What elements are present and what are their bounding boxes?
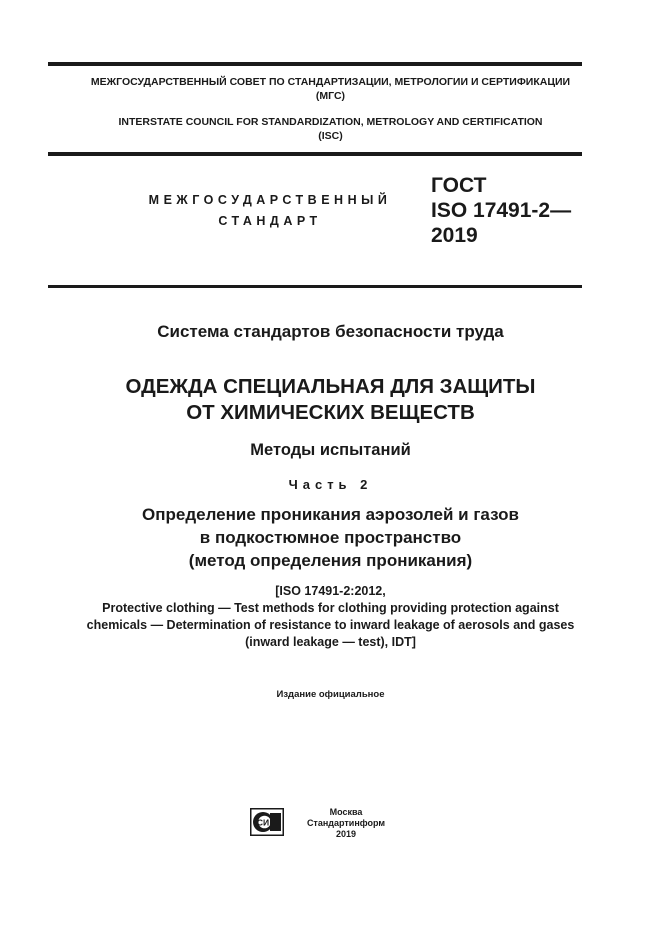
- subtitle-line2: в подкостюмное пространство: [199, 528, 462, 547]
- council-ru-header: [0, 75, 661, 103]
- part-subtitle: [0, 503, 661, 572]
- main-title-line1: ОДЕЖДА СПЕЦИАЛЬНАЯ ДЛЯ ЗАЩИТЫ: [125, 375, 536, 398]
- standard-label-line1: МЕЖГОСУДАРСТВЕННЫЙ: [148, 193, 392, 207]
- top-rule: [48, 62, 582, 66]
- iso-reference-line1: [ISO 17491-2:2012,: [275, 584, 386, 598]
- council-en-line1: INTERSTATE COUNCIL FOR STANDARDIZATION, METROLOGY AND CERTIFICATION: [118, 116, 543, 128]
- standard-label-line2: СТАНДАРТ: [218, 214, 322, 228]
- publisher-info: [300, 807, 392, 840]
- main-title-line2: ОТ ХИМИЧЕСКИХ ВЕЩЕСТВ: [186, 401, 475, 424]
- header-rule: [48, 152, 582, 156]
- standartinform-logo-icon: [250, 808, 284, 836]
- iso-reference: [0, 583, 661, 651]
- publisher-name: Стандартинформ: [306, 818, 386, 828]
- council-ru-line1: МЕЖГОСУДАРСТВЕННЫЙ СОВЕТ ПО СТАНДАРТИЗАЦИИ, МЕТРОЛОГИИ И СЕРТИФИКАЦИИ: [90, 76, 571, 88]
- subtitle-line1: Определение проникания аэрозолей и газов: [142, 505, 519, 524]
- designation-rule: [48, 285, 582, 288]
- gost-line1: ГОСТ: [431, 174, 487, 197]
- logo-text: СИ: [256, 817, 270, 828]
- main-title: [0, 374, 661, 426]
- gost-line2: ISO 17491-2—: [431, 199, 572, 222]
- council-en-header: [0, 115, 661, 143]
- gost-line3: 2019: [431, 224, 478, 247]
- publisher-city: Москва: [329, 807, 363, 817]
- publisher-year: 2019: [335, 829, 357, 839]
- methods-title: Методы испытаний: [250, 441, 411, 459]
- iso-reference-line3: chemicals — Determination of resistance to inward leakage of aerosols and gases: [86, 618, 575, 632]
- subtitle-line3: (метод определения проникания): [188, 551, 473, 570]
- iso-reference-line2: Protective clothing — Test methods for clothing providing protection against: [102, 601, 559, 615]
- iso-reference-line4: (inward leakage — test), IDT]: [245, 635, 416, 649]
- standard-label: [130, 190, 410, 232]
- gost-designation: [431, 173, 571, 248]
- edition-label: Издание официальное: [276, 689, 385, 700]
- council-en-line2: (ISC): [318, 130, 343, 142]
- system-title: Система стандартов безопасности труда: [157, 322, 504, 341]
- council-ru-line2: (МГС): [315, 90, 346, 102]
- part-label: Часть 2: [288, 477, 373, 492]
